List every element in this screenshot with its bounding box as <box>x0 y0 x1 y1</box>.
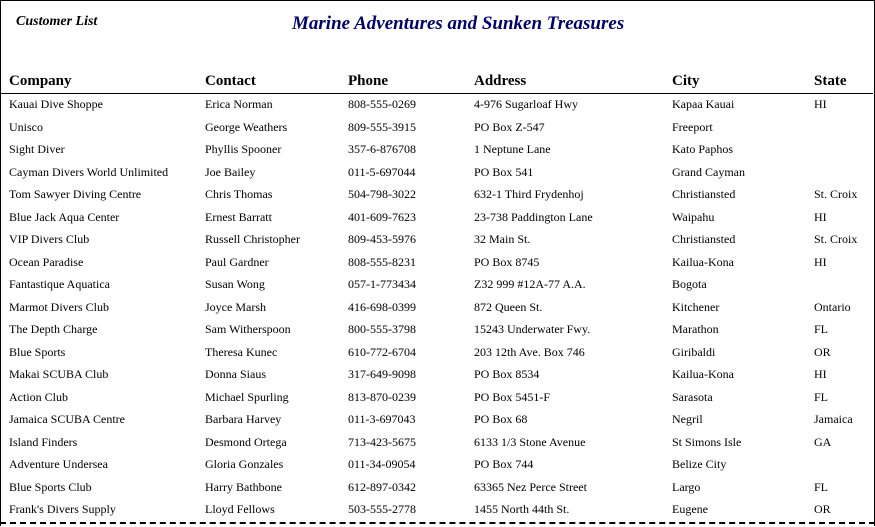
cell-contact: Ernest Barratt <box>205 209 272 224</box>
cell-company: The Depth Charge <box>9 322 98 336</box>
table-row <box>0 454 873 477</box>
cell-company: Blue Sports Club <box>9 479 92 494</box>
cell-city: Belize City <box>672 457 727 471</box>
cell-phone: 808-555-8231 <box>348 254 416 269</box>
cell-city: Christiansted <box>672 232 736 246</box>
cell-city: Christiansted <box>672 187 736 201</box>
cell-phone: 800-555-3798 <box>348 322 416 336</box>
cell-phone: 357-6-876708 <box>348 142 416 156</box>
cell-contact: Theresa Kunec <box>205 344 278 359</box>
table-row <box>0 207 873 230</box>
cell-contact: Harry Bathbone <box>205 479 282 494</box>
cell-phone: 416-698-0399 <box>348 299 416 314</box>
cell-address: 872 Queen St. <box>474 299 543 314</box>
cell-phone: 011-34-09054 <box>348 457 416 471</box>
cell-city: Negril <box>672 412 703 426</box>
table-row <box>0 364 873 387</box>
cell-company: Unisco <box>9 119 43 134</box>
cell-city: Kailua-Kona <box>672 367 734 381</box>
cell-company: Marmot Divers Club <box>9 299 109 314</box>
table-row <box>0 184 873 207</box>
cell-address: Z32 999 #12A-77 A.A. <box>474 277 586 291</box>
cell-address: PO Box 744 <box>474 457 534 471</box>
cell-address: 632-1 Third Frydenhoj <box>474 187 584 201</box>
cell-address: 1455 North 44th St. <box>474 502 570 516</box>
cell-address: 6133 1/3 Stone Avenue <box>474 434 586 449</box>
cell-state: GA <box>814 434 832 449</box>
cell-state: Ontario <box>814 299 851 314</box>
cell-contact: George Weathers <box>205 119 288 134</box>
cell-address: PO Box 8745 <box>474 254 540 269</box>
column-header-address: Address <box>474 73 527 89</box>
cell-phone: 610-772-6704 <box>348 344 416 359</box>
cell-company: Adventure Undersea <box>9 457 108 471</box>
cell-address: PO Box 8534 <box>474 367 540 381</box>
cell-state: FL <box>814 479 829 494</box>
cell-city: Grand Cayman <box>672 164 745 179</box>
cell-city: Freeport <box>672 119 713 134</box>
table-row <box>0 342 873 365</box>
cell-contact: Joe Bailey <box>205 164 256 179</box>
cell-contact: Michael Spurling <box>205 389 289 404</box>
cell-contact: Chris Thomas <box>205 187 273 201</box>
table-row <box>0 432 873 455</box>
table-row <box>0 139 873 162</box>
cell-phone: 809-453-5976 <box>348 232 416 246</box>
page-break-line <box>0 522 875 524</box>
cell-contact: Lloyd Fellows <box>205 502 275 516</box>
cell-address: 23-738 Paddington Lane <box>474 209 593 224</box>
cell-city: Marathon <box>672 322 719 336</box>
cell-phone: 011-5-697044 <box>348 164 416 179</box>
cell-phone: 503-555-2778 <box>348 502 416 516</box>
column-header-company: Company <box>9 73 72 89</box>
cell-phone: 808-555-0269 <box>348 97 416 111</box>
report-label: Customer List <box>16 14 98 29</box>
table-row <box>0 477 873 500</box>
cell-address: 32 Main St. <box>474 232 531 246</box>
cell-address: PO Box Z-547 <box>474 119 545 134</box>
table-row <box>0 252 873 275</box>
cell-address: 203 12th Ave. Box 746 <box>474 344 585 359</box>
cell-city: Kailua-Kona <box>672 254 734 269</box>
cell-state: OR <box>814 344 831 359</box>
cell-contact: Gloria Gonzales <box>205 457 284 471</box>
table-row <box>0 499 873 522</box>
cell-state: Jamaica <box>814 412 853 426</box>
cell-city: Kato Paphos <box>672 142 733 156</box>
cell-phone: 011-3-697043 <box>348 412 416 426</box>
cell-city: Sarasota <box>672 389 713 404</box>
cell-phone: 809-555-3915 <box>348 119 416 134</box>
cell-contact: Sam Witherspoon <box>205 322 291 336</box>
cell-company: Sight Diver <box>9 142 65 156</box>
report-title: Marine Adventures and Sunken Treasures <box>292 13 625 34</box>
cell-company: Ocean Paradise <box>9 254 84 269</box>
cell-city: Largo <box>672 479 701 494</box>
cell-company: Kauai Dive Shoppe <box>9 97 103 111</box>
cell-contact: Phyllis Spooner <box>205 142 282 156</box>
cell-city: Bogota <box>672 277 707 291</box>
cell-phone: 317-649-9098 <box>348 367 416 381</box>
column-header-city: City <box>672 73 700 89</box>
column-header-row <box>0 73 873 94</box>
table-row <box>0 409 873 432</box>
cell-state: OR <box>814 502 831 516</box>
cell-contact: Desmond Ortega <box>205 434 287 449</box>
cell-company: VIP Divers Club <box>9 232 90 246</box>
cell-phone: 813-870-0239 <box>348 389 416 404</box>
cell-company: Makai SCUBA Club <box>9 367 109 381</box>
cell-city: Kitchener <box>672 299 720 314</box>
cell-contact: Russell Christopher <box>205 232 300 246</box>
column-header-phone: Phone <box>348 73 389 89</box>
cell-address: 4-976 Sugarloaf Hwy <box>474 97 578 111</box>
cell-state: HI <box>814 97 827 111</box>
cell-state: HI <box>814 254 827 269</box>
column-header-contact: Contact <box>205 73 256 89</box>
cell-phone: 504-798-3022 <box>348 187 416 201</box>
cell-address: 15243 Underwater Fwy. <box>474 322 591 336</box>
cell-company: Blue Jack Aqua Center <box>9 209 120 224</box>
cell-address: PO Box 68 <box>474 412 528 426</box>
cell-company: Action Club <box>9 389 68 404</box>
cell-company: Fantastique Aquatica <box>9 277 110 291</box>
cell-city: Waipahu <box>672 209 715 224</box>
table-row <box>0 229 873 252</box>
cell-city: Kapaa Kauai <box>672 97 735 111</box>
cell-city: Giribaldi <box>672 344 716 359</box>
table-row <box>0 162 873 185</box>
cell-phone: 057-1-773434 <box>348 277 416 291</box>
table-row <box>0 274 873 297</box>
cell-state: St. Croix <box>814 187 858 201</box>
cell-phone: 713-423-5675 <box>348 434 416 449</box>
cell-state: FL <box>814 322 829 336</box>
table-row <box>0 94 873 117</box>
table-row <box>0 319 873 342</box>
cell-city: Eugene <box>672 502 708 516</box>
cell-contact: Donna Siaus <box>205 367 266 381</box>
cell-contact: Paul Gardner <box>205 254 269 269</box>
cell-state: HI <box>814 209 827 224</box>
cell-address: PO Box 5451-F <box>474 389 551 404</box>
cell-address: PO Box 541 <box>474 164 534 179</box>
table-row <box>0 297 873 320</box>
cell-state: HI <box>814 367 827 381</box>
cell-company: Island Finders <box>9 434 78 449</box>
cell-city: St Simons Isle <box>672 434 742 449</box>
cell-company: Tom Sawyer Diving Centre <box>9 187 142 201</box>
table-row <box>0 117 873 140</box>
cell-company: Blue Sports <box>9 344 66 359</box>
cell-state: FL <box>814 389 829 404</box>
cell-contact: Erica Norman <box>205 97 273 111</box>
cell-company: Cayman Divers World Unlimited <box>9 164 169 179</box>
cell-phone: 401-609-7623 <box>348 209 416 224</box>
cell-phone: 612-897-0342 <box>348 479 416 494</box>
table-row <box>0 387 873 410</box>
customer-table-body <box>0 94 873 522</box>
cell-state: St. Croix <box>814 232 858 246</box>
cell-address: 1 Neptune Lane <box>474 142 551 156</box>
cell-contact: Barbara Harvey <box>205 412 282 426</box>
cell-contact: Susan Wong <box>205 277 265 291</box>
cell-contact: Joyce Marsh <box>205 299 266 314</box>
column-header-state: State <box>814 73 847 89</box>
cell-company: Jamaica SCUBA Centre <box>9 412 125 426</box>
cell-company: Frank's Divers Supply <box>9 502 116 516</box>
cell-address: 63365 Nez Perce Street <box>474 479 587 494</box>
